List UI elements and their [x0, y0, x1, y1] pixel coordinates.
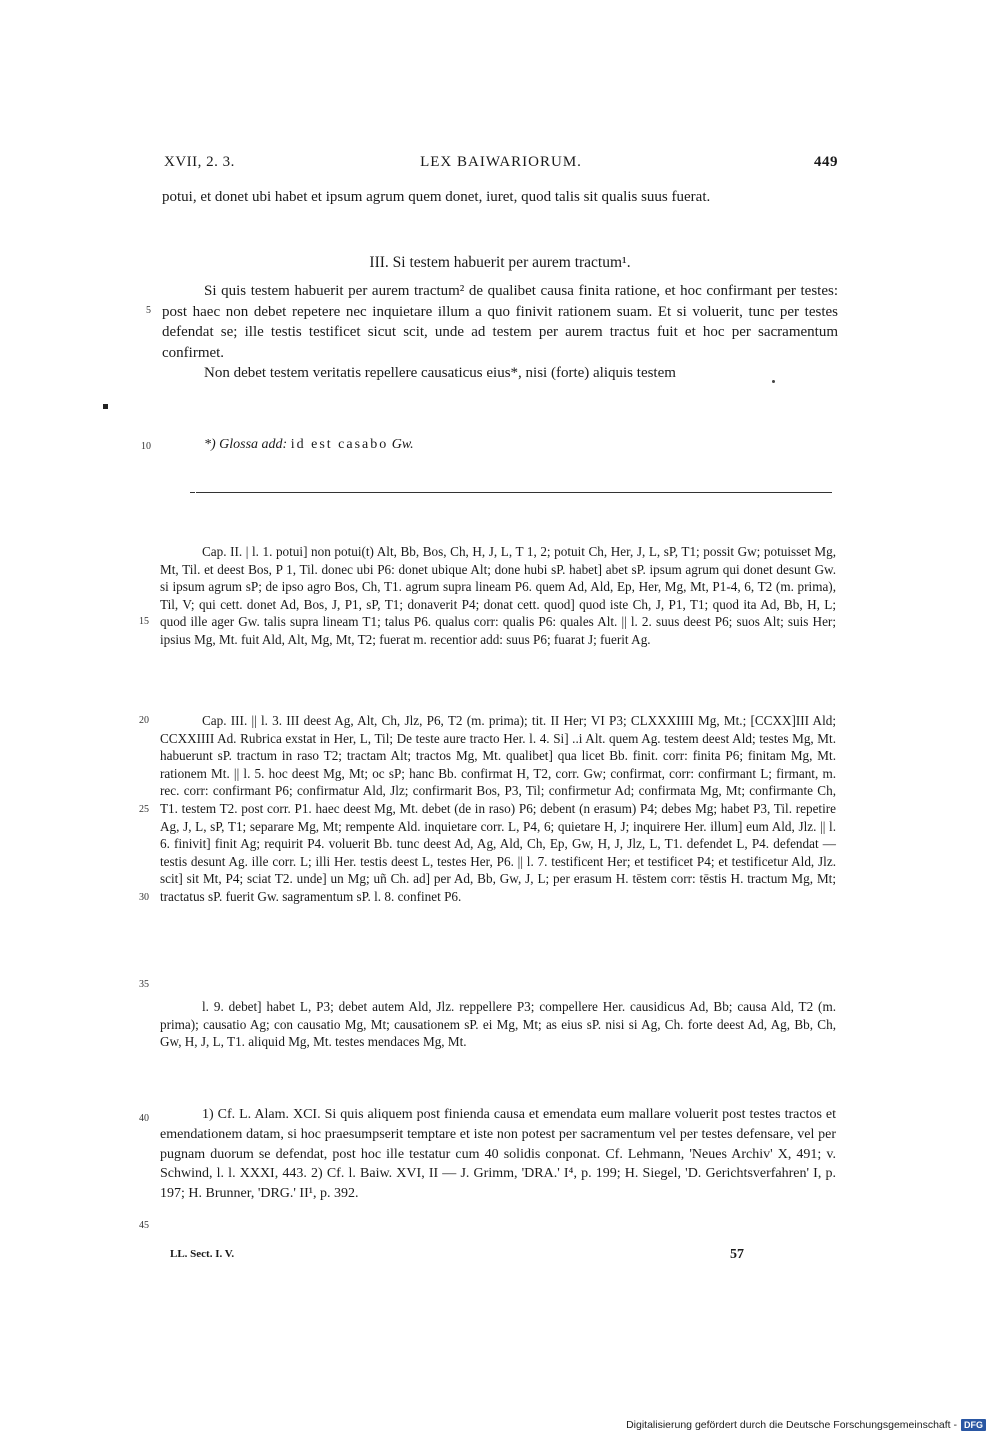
line-number: 5: [146, 305, 151, 316]
footer-page-number: 57: [730, 1247, 744, 1262]
main-paragraph-2: Non debet testem veritatis repellere causaticus eius*, nisi (forte) aliquis testem: [204, 365, 676, 381]
glossa-prefix: *) Glossa add:: [204, 437, 288, 452]
line-number: 30: [139, 892, 149, 903]
glossa-siglum: Gw.: [391, 437, 414, 452]
line-number: 45: [139, 1220, 149, 1231]
separator-rule: [196, 492, 832, 493]
apparatus-paragraph: Cap. III. || l. 3. III deest Ag, Alt, Ch, Jlz, P6, T2 (m. prima); tit. II Her; VI P3; CLXXXIIII Mg, Mt.; [CCXX]III Ald; CCXXIIII Ad. Rubrica exstat in Her, L, Til; De teste aure tracto Her. l. 4. Si] ..i Alt. quem Ag. testem deest Ald; testes Mg, Mt. habuerunt sP. tractum in raso T2; tractam Alt; tractos Mg, Mt. qualibet] qua licet Bb. finit. corr: finita P6; finitam Mg, Mt. rationem Mt. || l. 5. hoc deest Mg, Mt; oc sP; hanc Bb. confirmat H, T2, corr. Gw; confirmat, corr: confirmant L; firmant, m. rec. corr: confirmant P6; confirmatur Ald, Jlz; confirmarit Bos, P3, Til; confirmetur Ad; confirmata Mg, Mt; confirmante Ch, T1. testem T2. post corr. P1. haec deest Mg, Mt. debet (de in raso) P6; debent (n erasum) P4; debes Mg; habet P3, Til. repetire Ag, J, L, sP, T1; separare Mg, Mt; rempente Ald. inquietare corr. L, P4, 6; quietare H, J; inquirere Her. illum] eum Ald, Jlz. || l. 6. finivit] finit Ag; requirit P4. voluerit Bb. tunc deest Ad, Ag, Ald, Ch, Ep, Gw, H, J, Jlz, L, T1. defendet L, P4. defendat — testis desunt Ag. ille corr. L; illi Her. testis deest L, testes Her, P6. || l. 7. testificent Her; et testificet P4; et testificetur Ald, Jlz. scit] sit Mt, P4; sciat T2. unde] un Mg; uñ Ch. ad] per Ad, Bb, Gw, J, L; per erasum H. tēstem corr: tēstis H. tractum Mg, Mt; tractatus sP. fuerit Gw. sagramentum sP. l. 8. confinet P6.: [160, 713, 836, 904]
apparatus-block-2: [160, 712, 836, 906]
ink-dot: [772, 380, 775, 383]
book-title: LEX BAIWARIORUM.: [420, 154, 582, 170]
footer-text: Digitalisierung gefördert durch die Deutsche Forschungsgemeinschaft -: [626, 1419, 957, 1431]
signature-mark: LL. Sect. I. V.: [170, 1248, 235, 1260]
line-number: 10: [141, 441, 151, 452]
main-paragraph-1: Si quis testem habuerit per aurem tractum² de qualibet causa finita ratione, et hoc confirmant per testes: post haec non debet repetere nec inquietare illum a quo finivit rationem suam. Et si voluerit, tunc per testes defendat se; ille testis testificet sicut scit, unde ad testem per aurem tractus fuit et hoc per sacramentum confirmet.: [162, 283, 838, 361]
digitization-footer: [626, 1418, 986, 1432]
glossa-text: id est casabo: [290, 437, 389, 452]
running-head: [164, 154, 838, 176]
chapter-ref: XVII, 2. 3.: [164, 154, 235, 170]
intro-text: [162, 187, 838, 208]
apparatus-block-1: [160, 543, 836, 649]
margin-mark: [103, 404, 108, 409]
main-text: [162, 281, 838, 384]
line-number: 35: [139, 979, 149, 990]
header-page-number: 449: [814, 154, 838, 170]
glossa-note: [204, 437, 414, 453]
line-number: 15: [139, 616, 149, 627]
apparatus-paragraph: Cap. II. | l. 1. potui] non potui(t) Alt, Bb, Bos, Ch, H, J, L, T 1, 2; potuit Ch, Her, J, L, sP, T1; possit Gw; potuisset Mg, Mt, Til. et deest Bos, P 1, Til. donec ubi P6: donet ubique Alt; done hubi sP. habet] abet sP. ipsum agrum qui donet desunt Gw. si ipsum agrum sP; de ipso agro Bos, Ch, T1. agrum supra lineam P6. quem Ad, Ald, Ep, Her, Mg, Mt, P1-4, 6, T2 (m. prima), Til, V; qui cett. donet Ad, Bos, J, P1, sP, T1; donaverit P4; donat cett. quod] quod iste Ch, J, P1, T1; quod ita Ad, Bb, H, L; quod ille ager Gw. talis supra lineam T1; talus P6. qualus corr: qualis P6: quales Alt. || l. 2. suus deest P6; suos Alt; suis Her; ipsius Mg, Mt. fuit Ald, Alt, Mg, Mt, T2; fuerat m. recentior add: suus P6; fuarat J; fuerit Ag.: [160, 544, 836, 647]
note-paragraph: 1) Cf. L. Alam. XCI. Si quis aliquem post finienda causa et emendata eum mallare voluerit post testes tractos et emendationem datam, si hoc praesumpserit temptare et iste non potest per sacramentum vel per testes defensare, vel per pugnam duorum se defendat, post hoc ille testatur cum 40 solidis conponat. Cf. Lehmann, 'Neues Archiv' X, 491; v. Schwind, l. l. XXXI, 443. 2) Cf. l. Baiw. XVI, II — J. Grimm, 'DRA.' I⁴, p. 199; H. Siegel, 'D. Gerichtsverfahren' I, p. 197; H. Brunner, 'DRG.' II¹, p. 392.: [160, 1107, 836, 1202]
apparatus-block-3: [160, 998, 836, 1051]
apparatus-paragraph: l. 9. debet] habet L, P3; debet autem Ald, Jlz. reppellere P3; compellere Her. causidicus Ad, Bb; causa Ald, T2 (m. prima); causatio Ag; con causatio Mg, Mt; causationem sP. ei Mg, Mt; as eius sP. nisi si Ag, Ch. forte deest Ad, Ag, Bb, Ch, Gw, H, J, L, T1. aliquid Mg, Mt. testes mendaces Mg, Mt.: [160, 999, 836, 1050]
line-number: 40: [139, 1113, 149, 1124]
intro-paragraph: potui, et donet ubi habet et ipsum agrum quem donet, iuret, quod talis sit qualis suus fuerat.: [162, 189, 711, 205]
line-number: 25: [139, 804, 149, 815]
line-number: 20: [139, 715, 149, 726]
dfg-logo: DFG: [961, 1419, 986, 1431]
explanatory-notes: [160, 1105, 836, 1204]
section-heading: III. Si testem habuerit per aurem tractum¹.: [369, 254, 631, 271]
